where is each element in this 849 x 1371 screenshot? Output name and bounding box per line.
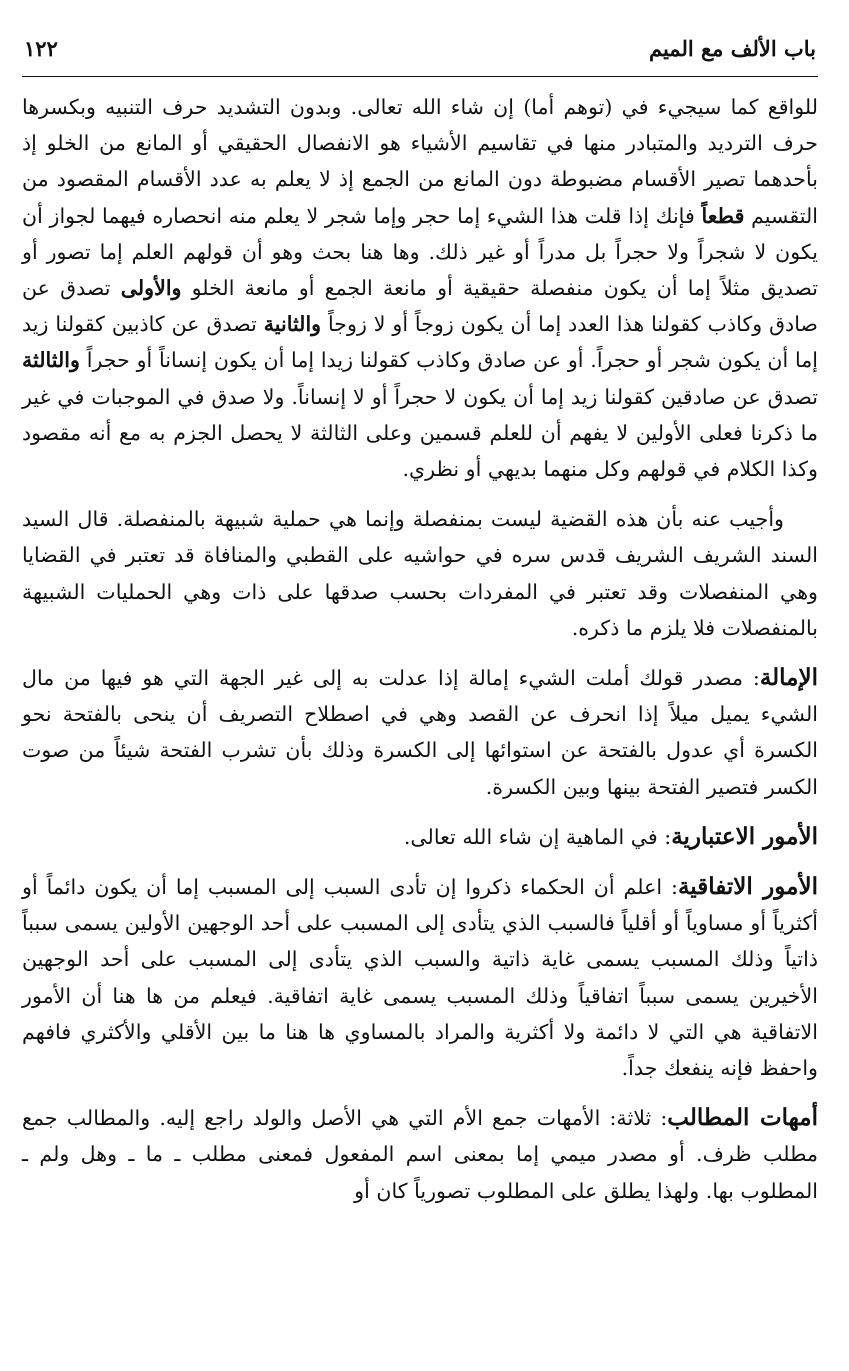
entry-term: الأمور الاعتبارية: [671, 822, 818, 850]
paragraph-1-text-e: تصدق عن صادقين كقولنا زيد إما أن يكون لا حجراً أو لا إنساناً. ولا صدق في الموجبات في غير ما ذكرنا فعلى الأولين لا يفهم أن للعلم قسمين وعلى الثالثة لا يحصل الجزم به مع أنه مقصود وكذا الكلام في قولهم وكل منهما بديهي أو نظري.: [22, 384, 818, 482]
paragraph-1: [22, 89, 818, 487]
entry-term: أمهات المطالب: [667, 1104, 818, 1132]
running-head: [22, 36, 818, 77]
paragraph-1-text-a: للواقع كما سيجيء في (توهم أما) إن شاء الله تعالى. وبدون التشديد حرف التنبيه وبكسرها حرف الترديد والمتبادر منها في تقاسيم الأشياء هو الانفصال الحقيقي أو المانع من الخلو إذ بأحدهما تصير الأقسام مضبوطة دون المانع من الجمع إذ لا يعلم به عدد الأقسام المقصود من التقسيم: [22, 95, 819, 228]
paragraph-1-text-b: فإنك إذا قلت هذا الشيء إما حجر وإما شجر لا يعلم منه انحصاره فيهما لجواز أن يكون لا شجراً ولا حجراً بل مدراً أو غير ذلك. وها هنا بحث وهو أن قولهم العلم إما تصور أو تصديق مثلاً إما أن يكون منفصلة حقيقية أو مانعة الجمع أو مانعة الخلو: [22, 203, 819, 301]
entry-ummahat-al-matalib: [22, 1100, 818, 1209]
keyword-al-thaniya: والثانية: [263, 312, 322, 337]
entry-definition: : في الماهية إن شاء الله تعالى.: [403, 824, 672, 849]
entry-term: الأمور الاتفاقية: [677, 873, 818, 901]
entry-umur-itibariya: [22, 819, 818, 855]
entry-umur-ittifaqiya: [22, 869, 818, 1086]
body-text: [22, 89, 818, 1209]
paragraph-2-text: وأجيب عنه بأن هذه القضية ليست بمنفصلة وإنما هي حملية شبيهة بالمنفصلة. قال السيد السند الشريف الشريف قدس سره في حواشيه على القطبي والمنافاة قد تعتبر في القضايا وهي المنفصلات وقد تعتبر في المفردات بحسب صدقها على ذات وهي الحمليات الشبيهة بالمنفصلات فلا يلزم ما ذكره.: [22, 507, 818, 640]
paragraph-2: [22, 501, 818, 646]
entry-imala: [22, 660, 818, 805]
keyword-qatan: قطعاً: [701, 203, 745, 228]
page: [22, 36, 818, 1223]
page-number: ١٢٢: [24, 36, 58, 61]
entry-term: الإمالة: [759, 664, 818, 692]
entry-definition: : اعلم أن الحكماء ذكروا إن تأدى السبب إلى المسبب إما أن يكون دائماً أو أكثرياً أو مساوياً أو أقلياً فالسبب الذي يتأدى إلى المسبب على أحد الوجهين الأولين يسمى سبباً ذاتياً وذلك المسبب يسمى غاية ذاتية والسبب الذي يتأدى إلى المسبب على أحد الوجهين الأخيرين يسمى سبباً اتفاقياً وذلك المسبب يسمى غاية اتفاقية. فيعلم من ها هنا أن الأمور الاتفاقية هي التي لا دائمة ولا أكثرية والمراد بالمساوي ها هنا ما بين الأقلي والأكثري فافهم واحفظ فإنه ينفعك جداً.: [22, 875, 818, 1081]
entry-definition: : ثلاثة: الأمهات جمع الأم التي هي الأصل والولد راجع إليه. والمطالب جمع مطلب ظرف. أو مصدر ميمي إما بمعنى اسم المفعول فمعنى مطلب ـ ما ـ وهل ولم ـ المطلوب بها. ولهذا يطلق على المطلوب تصورياً كان أو: [22, 1106, 818, 1203]
paragraph-1-text-d: تصدق عن كاذبين كقولنا زيد إما أن يكون شجر أو حجراً. أو عن صادق وكاذب كقولنا زيدا إما أن يكون إنساناً أو حجراً: [22, 312, 818, 373]
running-title: باب الألف مع الميم: [648, 36, 816, 61]
keyword-al-thalitha: والثالثة: [22, 348, 80, 373]
keyword-al-ula: والأولى: [120, 276, 182, 301]
entry-definition: : مصدر قولك أملت الشيء إمالة إذا عدلت به إلى غير الجهة التي هو فيها من مال الشيء يميل ميلاً إذا انحرف عن القصد وهي في اصطلاح التصريف أن ينحى بالفتحة نحو الكسرة أي عدول بالفتحة عن استوائها إلى الكسرة وذلك بأن تشرب الفتحة شيئاً من صوت الكسر فتصير الفتحة بينها وبين الكسرة.: [22, 666, 818, 799]
paragraph-1-text-c: تصدق عن صادق وكاذب كقولنا هذا العدد إما أن يكون زوجاً أو لا زوجاً: [22, 276, 818, 337]
